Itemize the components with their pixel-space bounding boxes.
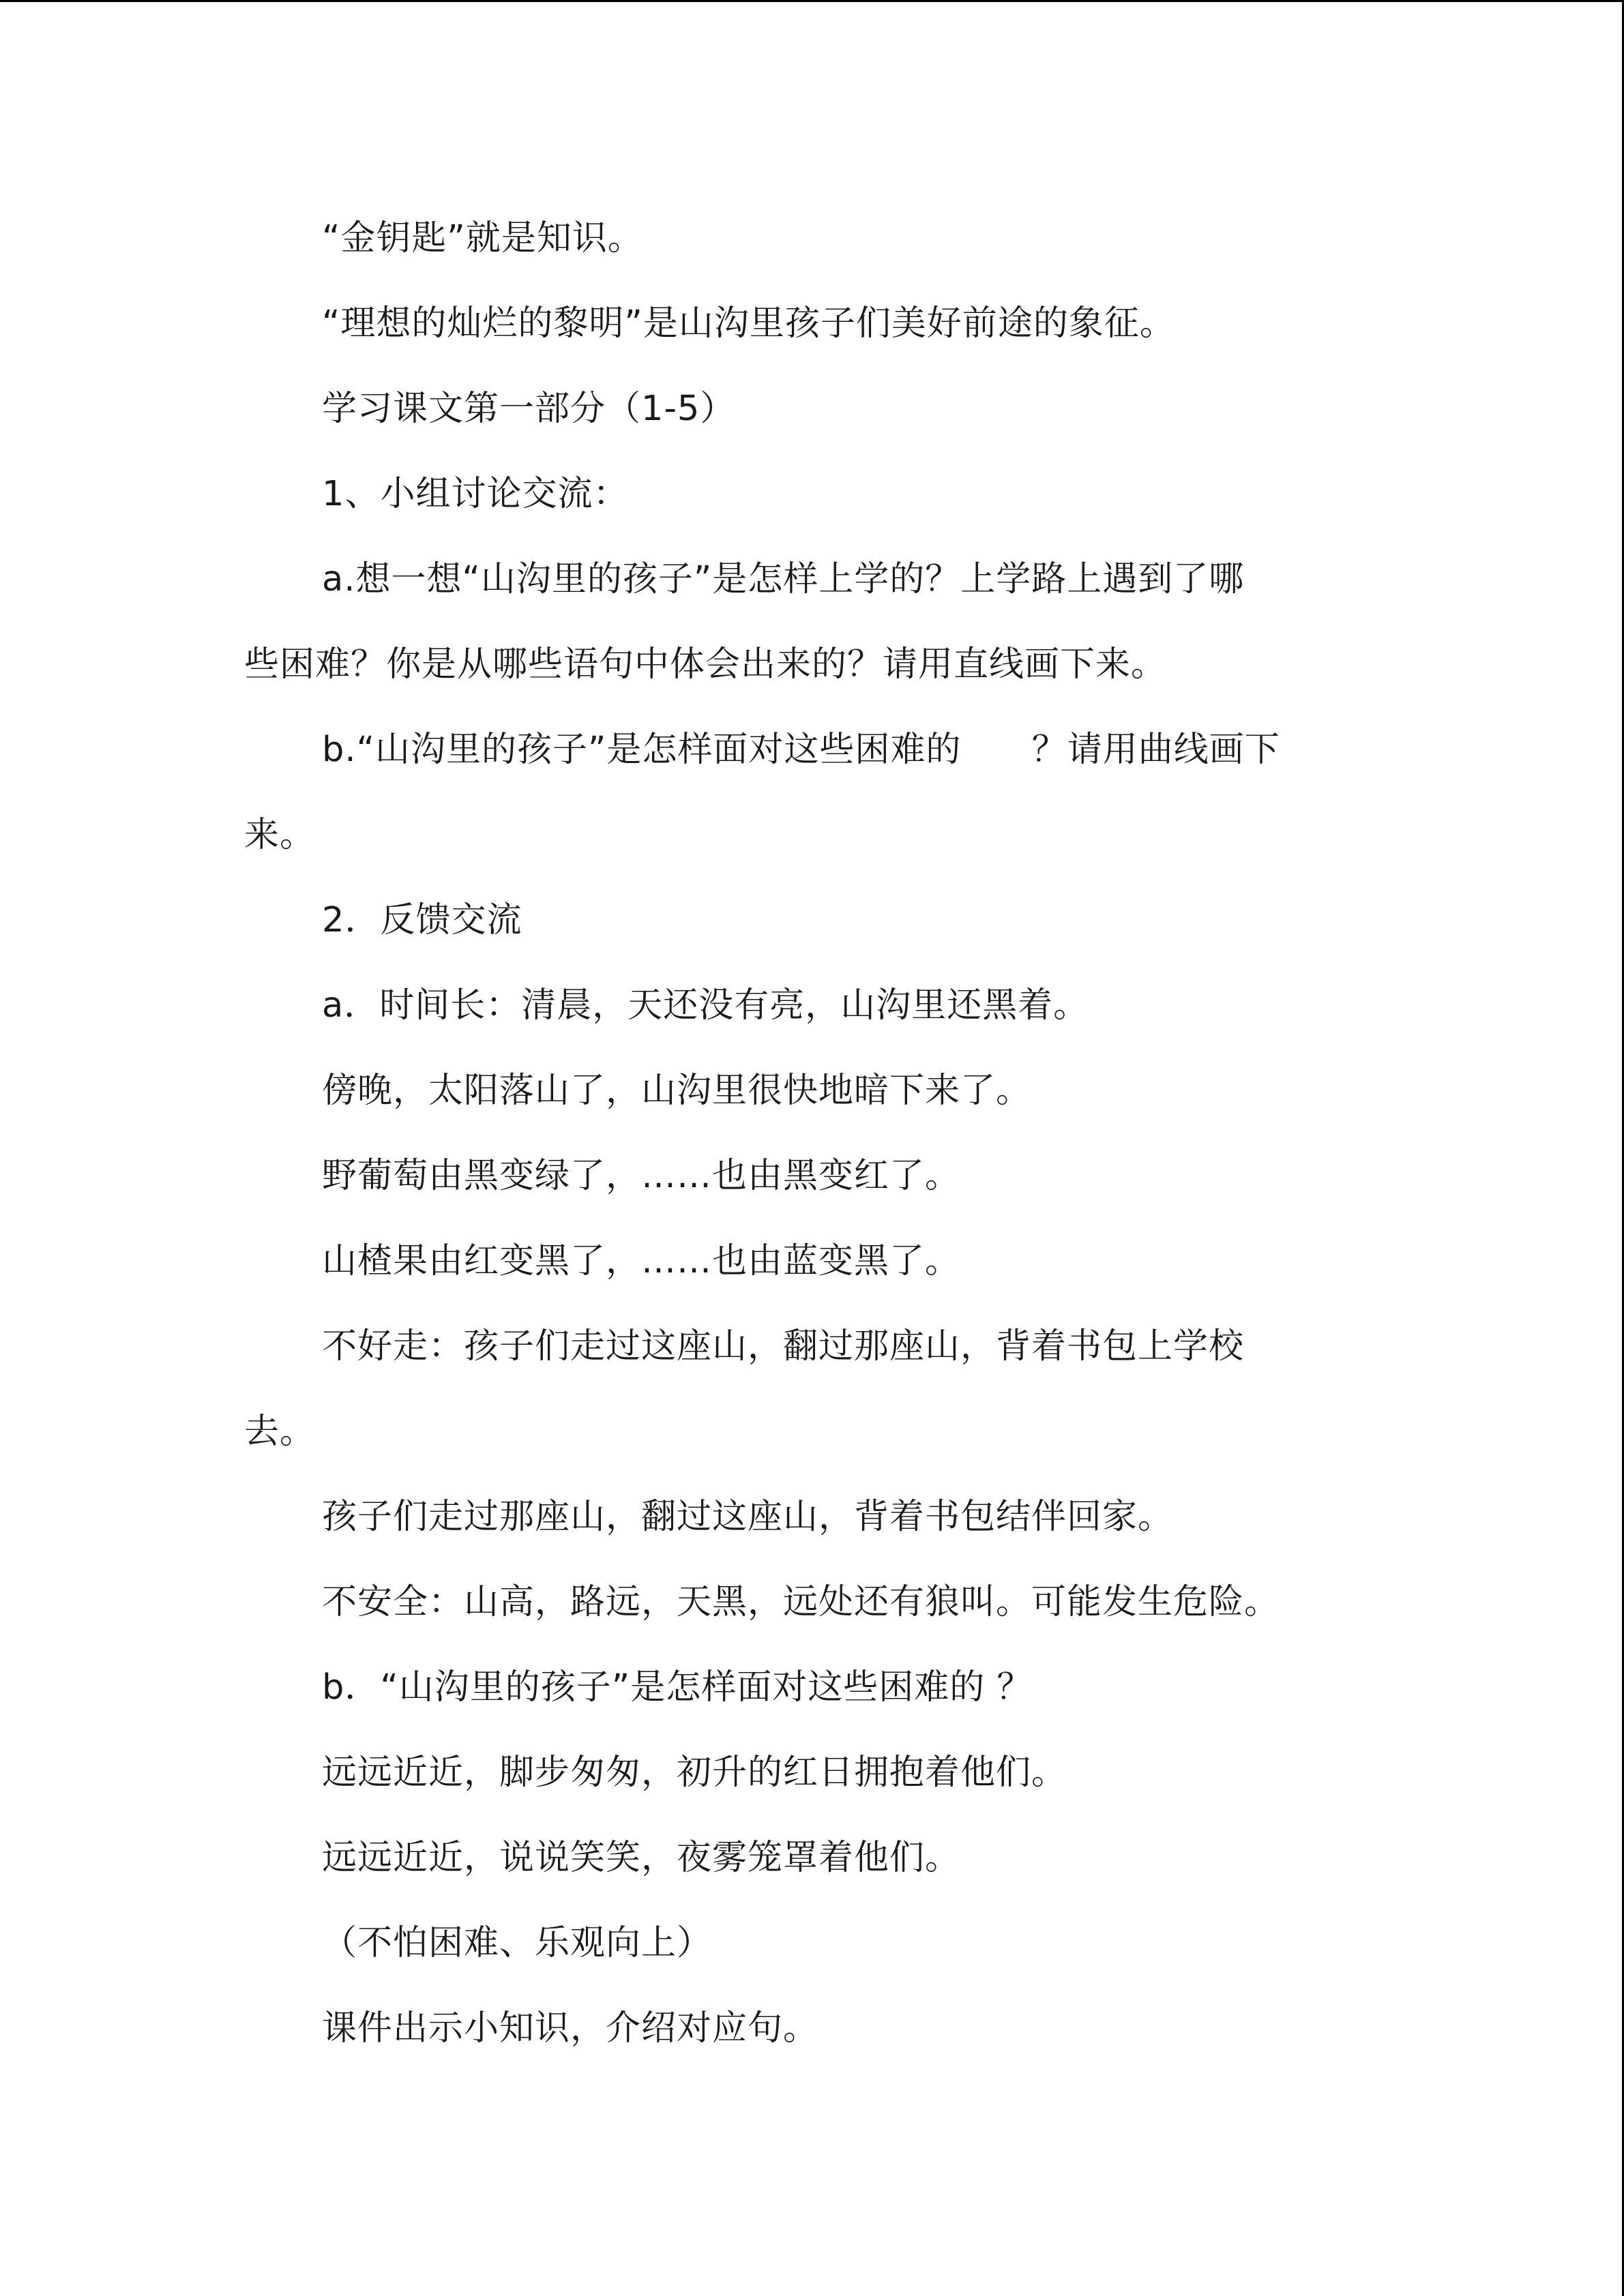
- text-line-16: 孩子们走过那座山，翻过这座山，背着书包结伴回家。: [322, 1497, 1174, 1537]
- top-border: [0, 0, 1624, 2]
- text-line-12: 野葡萄由黑变绿了，……也由黑变红了。: [322, 1156, 961, 1196]
- text-line-6: 些困难？你是从哪些语句中体会出来的？请用直线画下来。: [244, 644, 1167, 685]
- text-line-21: （不怕困难、乐观向上）: [322, 1923, 713, 1963]
- text-line-19: 远远近近，脚步匆匆，初升的红日拥抱着他们。: [322, 1753, 1067, 1793]
- text-line-15: 去。: [244, 1412, 316, 1452]
- text-line-2: “理想的灿烂的黎明”是山沟里孩子们美好前途的象征。: [322, 303, 1175, 344]
- text-line-5: a.想一想“山沟里的孩子”是怎样上学的？上学路上遇到了哪: [322, 559, 1245, 599]
- text-line-8: 来。: [244, 815, 316, 855]
- text-line-4: 1、小组讨论交流：: [322, 474, 629, 514]
- text-line-1: “金钥匙”就是知识。: [322, 218, 643, 258]
- text-line-20: 远远近近，说说笑笑，夜雾笼罩着他们。: [322, 1838, 961, 1878]
- text-line-10: a．时间长：清晨，天还没有亮，山沟里还黑着。: [322, 985, 1089, 1026]
- text-line-11: 傍晚，太阳落山了，山沟里很快地暗下来了。: [322, 1071, 1032, 1111]
- section-heading: 学习课文第一部分（1-5）: [322, 389, 736, 429]
- text-line-13: 山楂果由红变黑了，……也由蓝变黑了。: [322, 1241, 961, 1281]
- text-line-22: 课件出示小知识，介绍对应句。: [322, 2008, 819, 2048]
- text-line-17: 不安全：山高，路远，天黑，远处还有狼叫。可能发生危险。: [322, 1582, 1280, 1622]
- text-line-14: 不好走：孩子们走过这座山，翻过那座山，背着书包上学校: [322, 1326, 1245, 1367]
- text-line-18: b．“山沟里的孩子”是怎样面对这些困难的 ？: [322, 1667, 1033, 1708]
- text-line-9: 2．反馈交流: [322, 900, 522, 940]
- text-line-7: b.“山沟里的孩子”是怎样面对这些困难的 ？请用曲线画下: [322, 730, 1280, 770]
